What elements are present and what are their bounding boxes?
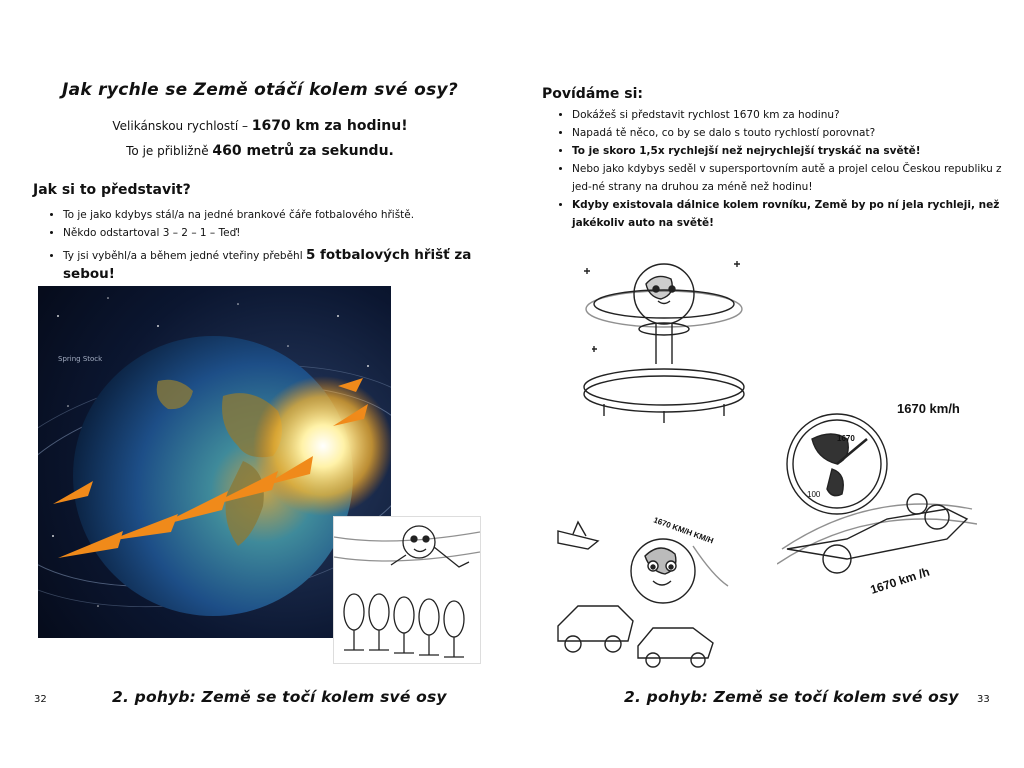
- racing-earth-sketch: [553, 506, 731, 674]
- speed-line-1-bold: 1670 km za hodinu!: [251, 118, 408, 134]
- list-item-text: Ty jsi vyběhl/a a během jedné vteřiny přeběhl: [63, 250, 306, 262]
- list-item-text: Napadá tě něco, co by se dalo s touto rychlostí porovnat?: [572, 127, 876, 139]
- page-title: Jak rychle se Země otáčí kolem své osy?: [61, 80, 459, 100]
- speed-label-bottom: 1670 km /h: [868, 564, 932, 597]
- list-item: [572, 196, 1012, 232]
- right-bullet-list: [552, 106, 1012, 232]
- discussion-heading: Povídáme si:: [542, 86, 643, 102]
- footer-title: 2. pohyb: Země se točí kolem své osy: [112, 688, 447, 706]
- list-item-bold: Kdyby existovala dálnice kolem rovníku, Země by po ní jela rychleji, než jakékoliv auto na světě!: [572, 199, 1000, 229]
- list-item: [63, 206, 513, 224]
- running-ball-sketch: [333, 516, 481, 664]
- list-item-bold: To je skoro 1,5x rychlejší než nejrychlejší tryskáč na světě!: [572, 145, 921, 157]
- list-item: [572, 124, 1012, 142]
- earth-turntable-sketch: [574, 249, 756, 429]
- list-item-text: Někdo odstartoval 3 – 2 – 1 – Teď!: [63, 227, 241, 239]
- footer-title: 2. pohyb: Země se točí kolem své osy: [624, 688, 959, 706]
- speed-line-2-bold: 460 metrů za sekundu.: [212, 143, 394, 159]
- race-image-text: 1670 KM/H KM/H: [652, 515, 715, 546]
- subheading: Jak si to představit?: [33, 182, 191, 198]
- gauge-tick: 100: [807, 490, 821, 499]
- speed-line-2-text: To je přibližně: [126, 144, 213, 158]
- speed-line-1: [60, 118, 460, 134]
- list-item: [572, 160, 1012, 196]
- list-item-text: To je jako kdybys stál/a na jedné brankové čáře fotbalového hřiště.: [63, 209, 415, 221]
- watermark-text: Spring Stock: [58, 355, 103, 363]
- list-item-text: Dokážeš si představit rychlost 1670 km za hodinu?: [572, 109, 840, 121]
- page-number: 33: [977, 694, 990, 705]
- list-item-bold: 5 fotbalových hřišť za sebou!: [63, 247, 472, 282]
- list-item: [572, 142, 1012, 160]
- list-item-text: Nebo jako kdybys seděl v supersportovním autě a projel celou Českou republiku z jed-né strany na druhou za méně než hodinu!: [572, 163, 1002, 193]
- speed-label-top: 1670 km/h: [897, 401, 960, 416]
- list-item: [572, 106, 1012, 124]
- right-page: [512, 0, 1024, 768]
- speed-line-2: [60, 143, 460, 159]
- gauge-label: 1670: [837, 434, 855, 443]
- page-number: 32: [34, 694, 47, 705]
- speedometer-race-car-sketch: [777, 399, 977, 599]
- left-bullet-list: [43, 206, 513, 284]
- list-item: [63, 246, 513, 284]
- speed-line-1-text: Velikánskou rychlostí –: [112, 119, 252, 133]
- list-item: [63, 224, 513, 242]
